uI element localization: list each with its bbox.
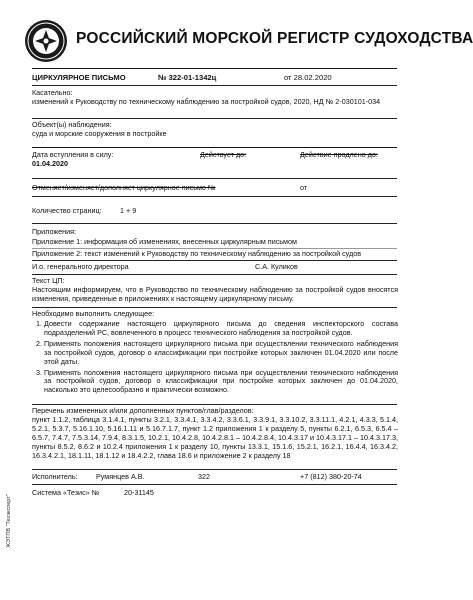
executor-name: Румянцев А.В. [96,472,145,481]
required-actions-list [32,320,398,397]
regarding-text: изменений к Руководству по техническому наблюдению за постройкой судов, 2020, НД № 2-030101-034 [32,97,381,106]
divider [32,68,397,69]
pages-label: Количество страниц: [32,206,102,215]
valid-until-label: Действует до: [200,150,247,159]
divider [32,260,397,261]
cancels-label: Отменяет/изменяет/дополняет циркулярное письмо № [32,183,216,192]
action-item: 2. Применять положения настоящего циркулярного письма при осуществлении технического наблюдения за постройкой судов, договор о классификации при постройке которых заключен 01.04.2020 или после этой даты. [44,340,398,367]
divider [32,484,397,485]
cp-text-body: Настоящим информируем, что в Руководство по техническому наблюдению за постройкой судов вносятся изменения, приведенные в приложениях к настоящему циркулярному письму. [32,285,398,303]
divider [32,118,397,119]
letter-number: № 322-01-1342ц [158,73,217,82]
changed-items-text: пункт 1.1.2, таблица 3.1.4.1, пункты 3.2.1, 3.3.4.1, 3.3.4.2, 3.3.6.1, 3.3.9.1, 3.3.10.2, 3.3.11.1, 4.2.1, 4.3.3, 5.1.4, 5.2.1, 5.3.7, 5.16.1.10, 5.16.1.11 и 5.16.7.1.7, пункт 1.2 приложения 1 к разделу 5, пункты 6.2.1, 6.5.3, 6.5.4 – 6.5.7, 7.4.7, 7.5.3.14, 7.9.4, 8.3.1.5, 10.2.1, 10.4.2.8, 10.4.2.8.1 – 10.4.2.8.4, 10.4.3.17 и 10.4.3.17.1 – 10.4.3.17.3, пункты 8.5.2, 8.6.2 и 10.2.4 приложения 1 к разделу 10, пункты 13.3.1, 15.1.6, 15.2.1, 16.2.1, 16.4.4, 16.3.4.2, 16.3.4.2.1, 18.1.11, 18.1.12 и 18.4.2.2, глава 18.6 и приложение 2 к разделу 18 [32,415,398,460]
action-item: 1. Довести содержание настоящего циркулярного письма до сведения инспекторского состава подразделений РС, вовлеченного в процесс технического наблюдения за постройкой судов. [44,320,398,338]
effective-date-value: 01.04.2020 [32,159,68,168]
executor-phone: +7 (812) 380-20-74 [300,472,362,481]
regarding-label: Касательно: [32,88,73,97]
required-actions-label: Необходимо выполнить следующее: [32,309,155,318]
objects-text: суда и морские сооружения в постройке [32,129,167,138]
executor-code: 322 [198,472,210,481]
letter-date: от 28.02.2020 [284,73,332,82]
changed-items-label: Перечень измененных и/или дополненных пунктов/глав/разделов: [32,406,254,415]
divider [32,307,397,308]
attachments-label: Приложения: [32,227,77,236]
extension-label: Действие продлено до: [300,150,378,159]
divider [32,404,397,405]
divider [32,178,397,179]
action-item: 3. Применять положения настоящего циркулярного письма при осуществлении технического наблюдения за постройкой судов, договор о классификации при постройке которых заключен до 01.04.2020, насколько это целесообразно и практически возможно. [44,369,398,396]
rs-logo-icon [24,19,68,63]
divider [32,147,397,148]
divider [32,469,397,470]
divider [32,223,397,224]
objects-label: Объект(ы) наблюдения: [32,120,112,129]
attachment-item: Приложение 2: текст изменений к Руководству по техническому наблюдению за постройкой судов [32,249,362,258]
divider [32,85,397,86]
executor-label: Исполнитель: [32,472,78,481]
letter-type: ЦИРКУЛЯРНОЕ ПИСЬМО [32,73,126,82]
pages-value: 1 + 9 [120,206,137,215]
cp-text-label: Текст ЦП: [32,276,65,285]
attachment-item: Приложение 1: информация об изменениях, внесенных циркулярным письмом [32,237,297,246]
org-title: РОССИЙСКИЙ МОРСКОЙ РЕГИСТР СУДОХОДСТВА [76,30,473,47]
signatory-name: С.А. Куликов [255,262,298,271]
divider [32,274,397,275]
system-label: Система «Тезис» № [32,488,100,497]
cancels-from-label: от [300,183,308,192]
divider [32,196,397,197]
effective-date-label: Дата вступления в силу: [32,150,114,159]
side-note: ЖЭТПВ "Техэксперт" [6,494,12,548]
system-number: 20-31145 [124,488,154,497]
signatory-position: И.о. генерального директора [32,262,129,271]
